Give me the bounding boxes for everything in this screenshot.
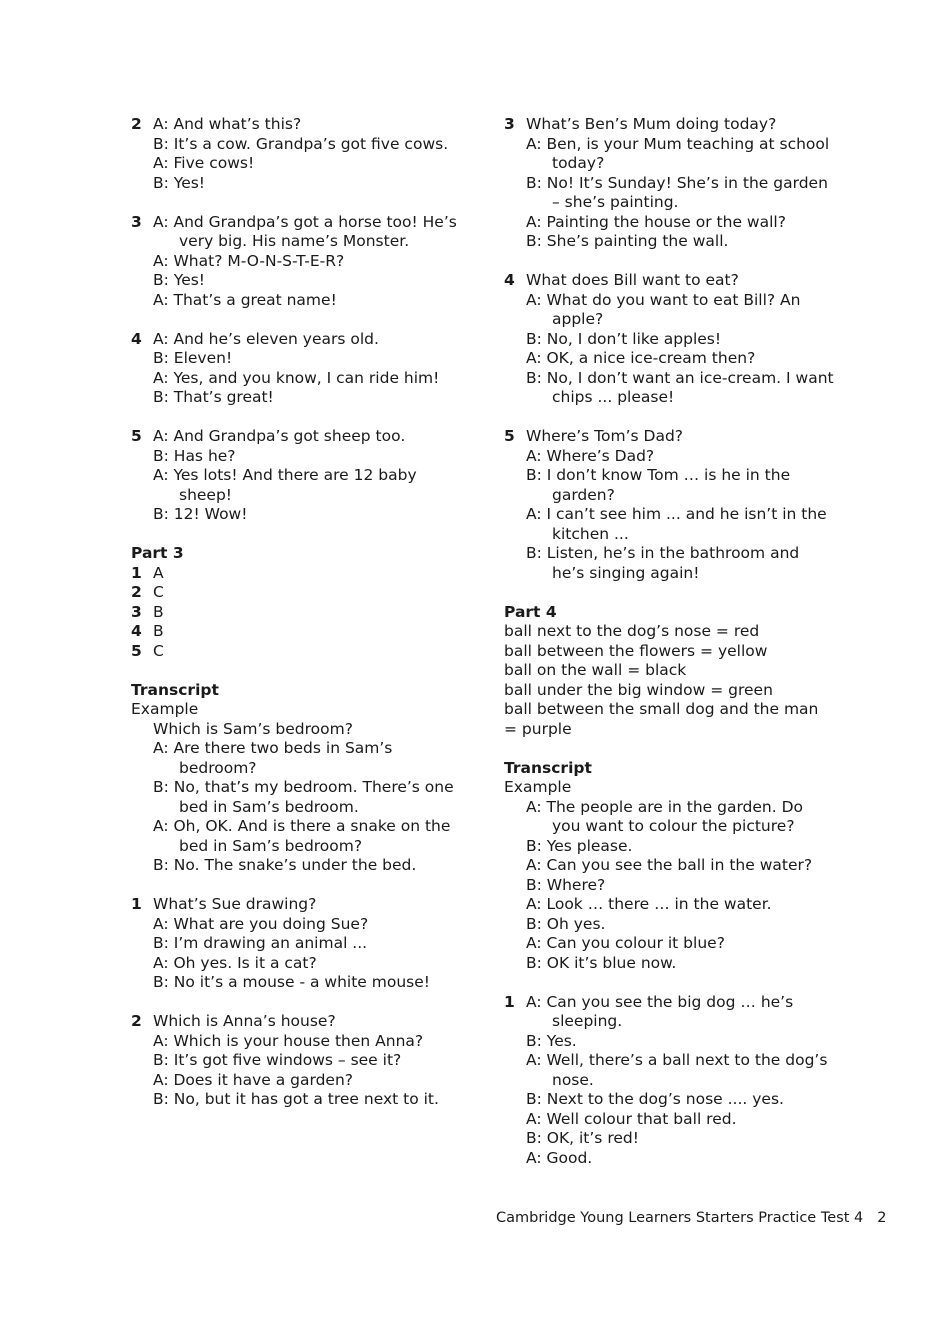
dialogue-line: B: Listen, he’s in the bathroom and he’s singing again! [526,544,800,582]
answer-line: ball between the small dog and the man = purple [504,700,819,738]
dialogue-line: B: 12! Wow! [153,505,248,523]
dialogue-line: A: Five cows! [153,154,255,172]
answer-line: ball next to the dog’s nose = red [504,622,760,640]
dialogue-5: 5 A: And Grandpa’s got sheep too. B: Has he? A: Yes lots! And there are 12 baby sheep! B: 12! Wow! [131,427,461,525]
dialogue-line: A: Good. [526,1148,593,1167]
dialogue-line: B: She’s painting the wall. [526,232,729,250]
dialogue-line: A: The people are in the garden. Do you want to colour the picture? [526,797,804,835]
dialogue-line: B: OK, it’s red! [526,1129,639,1147]
dialogue-line: B: Yes please. [526,836,633,855]
dialogue-line: B: No, but it has got a tree next to it. [153,1090,439,1108]
dialogue-2: 2 A: And what’s this? B: It’s a cow. Grandpa’s got five cows. A: Five cows! B: Yes! [131,115,461,193]
dialogue-line: B: That’s great! [153,388,274,406]
page-footer [496,1209,886,1229]
dialogue-line: A: Look … there … in the water. [526,895,772,913]
dialogue-line: A: That’s a great name! [153,290,337,309]
left-column [131,115,461,1129]
transcript-item-1: 1 What’s Sue drawing? A: What are you doing Sue? B: I’m drawing an animal ... A: Oh yes. Is it a cat? B: No it’s a mouse - a white mouse! [131,895,461,993]
question: Where’s Tom’s Dad? [526,427,684,445]
dialogue-line: B: No, I don’t want an ice-cream. I want chips ... please! [526,368,834,406]
transcript-item-5: 5 Where’s Tom’s Dad? A: Where’s Dad? B: I don’t know Tom … is he in the garden? A: I can’t see him ... and he isn’t in the kitchen ... B: Listen, he’s in the bathroom and he’s singing again! [504,427,834,583]
dialogue-line: A: Well colour that ball red. [526,1109,737,1128]
dialogue-line: B: Eleven! [153,349,233,367]
right-column [504,115,834,1188]
dialogue-line: A: And what’s this? [153,115,302,133]
dialogue-4: 4 A: And he’s eleven years old. B: Eleven! A: Yes, and you know, I can ride him! B: That’s great! [131,330,461,408]
answer-row: 1 A [131,563,164,582]
dialogue-line: A: Are there two beds in Sam’s bedroom? [153,739,393,777]
part-4-answers [504,603,834,740]
dialogue-line: A: Oh, OK. And is there a snake on the bed in Sam’s bedroom? [153,817,451,855]
answer-line: ball under the big window = green [504,680,773,699]
question: Which is Sam’s bedroom? [153,719,353,738]
footer-title: Cambridge Young Learners Starters Practice Test 4 [496,1210,864,1226]
transcript-item-2: 2 Which is Anna’s house? A: Which is your house then Anna? B: It’s got five windows – see it? A: Does it have a garden? B: No, but it has got a tree next to it. [131,1012,461,1110]
part-3-answers [131,544,461,661]
dialogue-line: A: Well, there’s a ball next to the dog’s nose. [526,1051,828,1089]
dialogue-line: B: Yes. [526,1031,577,1050]
question: What’s Sue drawing? [153,895,317,913]
transcript-item-4: 4 What does Bill want to eat? A: What do you want to eat Bill? An apple? B: No, I don’t like apples! A: OK, a nice ice-cream then? B: No, I don’t want an ice-cream. I want chips ... please! [504,271,834,406]
answer-row: 2 C [131,583,164,601]
question: What’s Ben’s Mum doing today? [526,115,777,133]
answer-row: 4 B [131,622,164,640]
answer-line: ball on the wall = black [504,661,687,679]
question: What does Bill want to eat? [526,271,739,289]
answer-row: 5 C [131,641,164,660]
dialogue-line: B: No. The snake’s under the bed. [153,856,417,874]
dialogue-line: A: Oh yes. Is it a cat? [153,953,317,972]
dialogue-line: B: I’m drawing an animal ... [153,934,368,952]
dialogue-line: A: Where’s Dad? [526,446,655,465]
dialogue-line: A: Yes lots! And there are 12 baby sheep! [153,466,417,504]
dialogue-line: B: No, that’s my bedroom. There’s one bed in Sam’s bedroom. [153,778,454,816]
dialogue-line: B: OK it’s blue now. [526,953,677,972]
dialogue-line: B: It’s got five windows – see it? [153,1051,402,1069]
dialogue-line: A: Ben, is your Mum teaching at school today? [526,134,830,172]
answer-row: 3 B [131,602,164,621]
dialogue-line: A: Can you see the big dog … he’s sleeping. [526,992,794,1030]
example-label: Example [131,700,199,718]
answer-line: ball between the flowers = yellow [504,641,768,660]
section-heading: Transcript [504,758,592,777]
transcript-item-3: 3 What’s Ben’s Mum doing today? A: Ben, is your Mum teaching at school today? B: No! It’s Sunday! She’s in the garden – she’s painting. A: Painting the house or the wall? B: She’s painting the wall. [504,115,834,252]
page-number: 2 [877,1210,887,1226]
dialogue-line: A: Can you colour it blue? [526,934,725,952]
dialogue-line: B: No, I don’t like apples! [526,329,722,348]
dialogue-line: B: Oh yes. [526,914,606,933]
example-label: Example [504,778,572,796]
dialogue-line: B: No it’s a mouse - a white mouse! [153,973,430,991]
dialogue-line: B: Next to the dog’s nose .... yes. [526,1090,784,1108]
dialogue-line: A: And he’s eleven years old. [153,329,379,348]
dialogue-line: A: I can’t see him ... and he isn’t in the kitchen ... [526,505,827,543]
dialogue-line: A: And Grandpa’s got sheep too. [153,427,406,445]
dialogue-line: A: What do you want to eat Bill? An apple? [526,290,801,328]
transcript-example [131,681,461,876]
dialogue-line: A: What? M-O-N-S-T-E-R? [153,251,345,270]
section-heading: Transcript [131,680,219,699]
question: Which is Anna’s house? [153,1012,336,1030]
dialogue-line: A: Which is your house then Anna? [153,1031,424,1050]
dialogue-line: B: No! It’s Sunday! She’s in the garden – she’s painting. [526,173,828,211]
transcript-example [504,759,834,974]
dialogue-line: A: What are you doing Sue? [153,914,369,933]
dialogue-line: A: Yes, and you know, I can ride him! [153,368,440,387]
dialogue-line: B: Yes! [153,271,206,289]
section-heading: Part 3 [131,544,184,562]
dialogue-line: A: Does it have a garden? [153,1070,353,1089]
dialogue-line: B: Where? [526,875,606,894]
transcript-item-1: 1 A: Can you see the big dog … he’s sleeping. B: Yes. A: Well, there’s a ball next to the dog’s nose. B: Next to the dog’s nose .... yes. A: Well colour that ball red. B: OK, it’s red! A: Good. [504,993,834,1169]
dialogue-line: A: OK, a nice ice-cream then? [526,349,756,367]
dialogue-3: 3 A: And Grandpa’s got a horse too! He’s very big. His name’s Monster. A: What? M-O-N-S-T-E-R? B: Yes! A: That’s a great name! [131,213,461,311]
dialogue-line: B: It’s a cow. Grandpa’s got five cows. [153,134,449,153]
dialogue-line: B: I don’t know Tom … is he in the garden? [526,466,791,504]
dialogue-line: A: And Grandpa’s got a horse too! He’s very big. His name’s Monster. [153,212,457,250]
dialogue-line: A: Painting the house or the wall? [526,212,786,231]
dialogue-line: A: Can you see the ball in the water? [526,856,813,874]
dialogue-line: B: Has he? [153,446,236,465]
dialogue-line: B: Yes! [153,173,206,192]
section-heading: Part 4 [504,602,557,621]
